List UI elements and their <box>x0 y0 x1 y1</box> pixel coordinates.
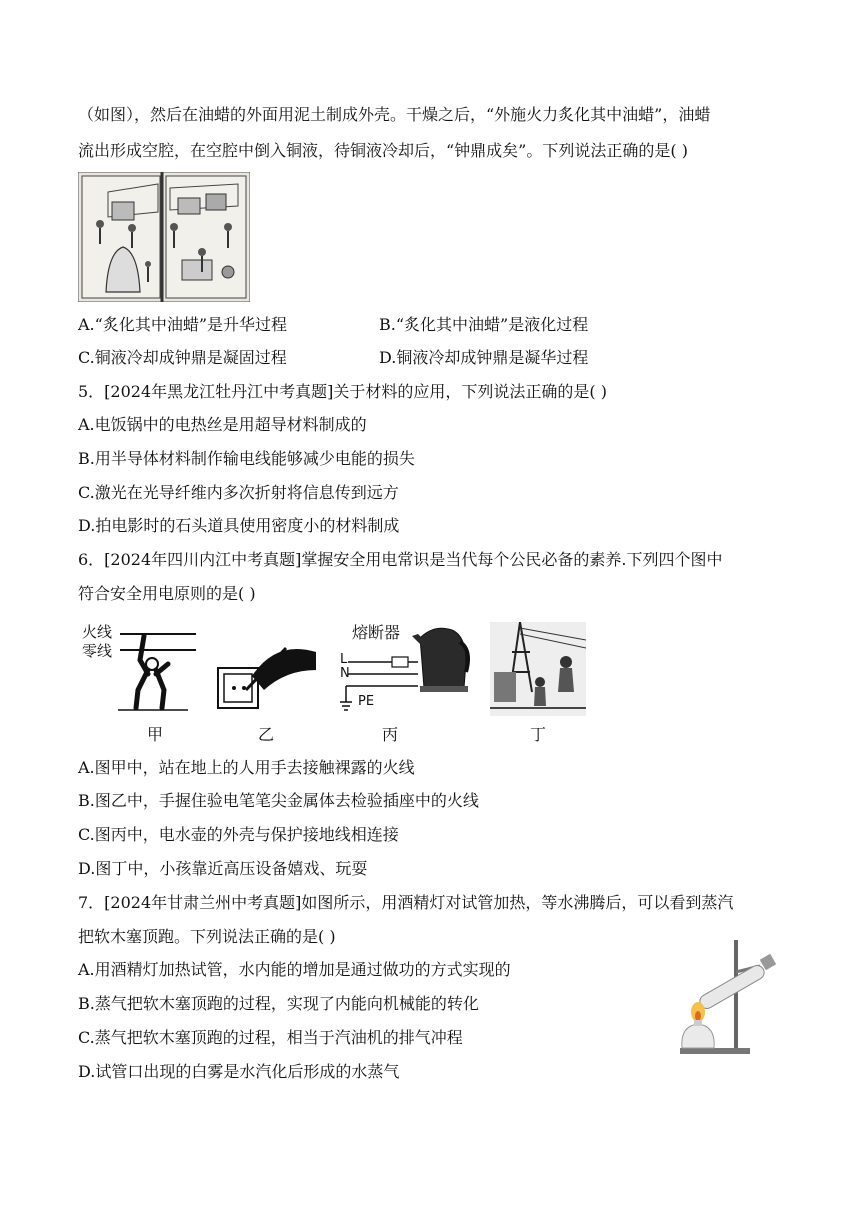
fuse-label: 熔断器 <box>352 623 401 642</box>
q7-stem-line1: 7．[2024年甘肃兰州中考真题]如图所示，用酒精灯对试管加热，等水沸腾后，可以看到蒸汽 <box>78 893 734 912</box>
q5-option-a: A.电饭锅中的电热丝是用超导材料制成的 <box>78 415 367 434</box>
casting-book-illustration <box>78 172 250 302</box>
q7-stem-line2: 把软木塞顶跑。下列说法正确的是( ) <box>78 927 336 946</box>
q7-option-b: B.蒸气把软木塞顶跑的过程，实现了内能向机械能的转化 <box>78 994 479 1013</box>
caption-ding: 丁 <box>530 725 547 744</box>
caption-yi: 乙 <box>258 725 275 744</box>
q7-option-c: C.蒸气把软木塞顶跑的过程，相当于汽油机的排气冲程 <box>78 1028 463 1047</box>
q4-option-a: A.“炙化其中油蜡”是升华过程 <box>78 315 288 334</box>
q6-option-c: C.图丙中，电水壶的外壳与保护接地线相连接 <box>78 825 399 844</box>
q7-option-d: D.试管口出现的白雾是水汽化后形成的水蒸气 <box>78 1062 400 1081</box>
line-l-label: L <box>340 652 348 667</box>
figure-ding <box>490 622 586 716</box>
figure-yi <box>216 630 320 714</box>
caption-jia: 甲 <box>147 725 164 744</box>
q5-option-d: D.拍电影时的石头道具使用密度小的材料制成 <box>78 516 400 535</box>
q6-option-a: A.图甲中，站在地上的人用手去接触裸露的火线 <box>78 758 415 777</box>
q4-option-d: D.铜液冷却成钟鼎是凝华过程 <box>379 348 589 367</box>
q6-option-d: D.图丁中，小孩靠近高压设备嬉戏、玩耍 <box>78 859 368 878</box>
pe-label: PE <box>358 694 375 709</box>
q4-stem-line2: 流出形成空腔，在空腔中倒入铜液，待铜液冷却后，“钟鼎成矣”。下列说法正确的是( ) <box>78 141 688 160</box>
q4-stem-line1: （如图），然后在油蜡的外面用泥土制成外壳。干燥之后，“外施火力炙化其中油蜡”，油蜡 <box>78 105 711 124</box>
q6-stem-line1: 6．[2024年四川内江中考真题]掌握安全用电常识是当代每个公民必备的素养.下列四个图中 <box>78 550 723 569</box>
neutral-wire-label: 零线 <box>82 642 113 660</box>
q5-option-c: C.激光在光导纤维内多次折射将信息传到远方 <box>78 483 399 502</box>
caption-bing: 丙 <box>382 725 399 744</box>
live-wire-label: 火线 <box>82 623 113 641</box>
q7-option-a: A.用酒精灯加热试管，水内能的增加是通过做功的方式实现的 <box>78 960 511 979</box>
q6-option-b: B.图乙中，手握住验电笔笔尖金属体去检验插座中的火线 <box>78 791 479 810</box>
q5-stem: 5．[2024年黑龙江牡丹江中考真题]关于材料的应用，下列说法正确的是( ) <box>78 382 607 401</box>
line-n-label: N <box>340 666 350 681</box>
test-tube-heating-figure <box>676 936 786 1058</box>
q5-option-b: B.用半导体材料制作输电线能够减少电能的损失 <box>78 449 415 468</box>
q4-option-b: B.“炙化其中油蜡”是液化过程 <box>379 315 589 334</box>
q6-stem-line2: 符合安全用电原则的是( ) <box>78 584 256 603</box>
q4-option-c: C.铜液冷却成钟鼎是凝固过程 <box>78 348 287 367</box>
